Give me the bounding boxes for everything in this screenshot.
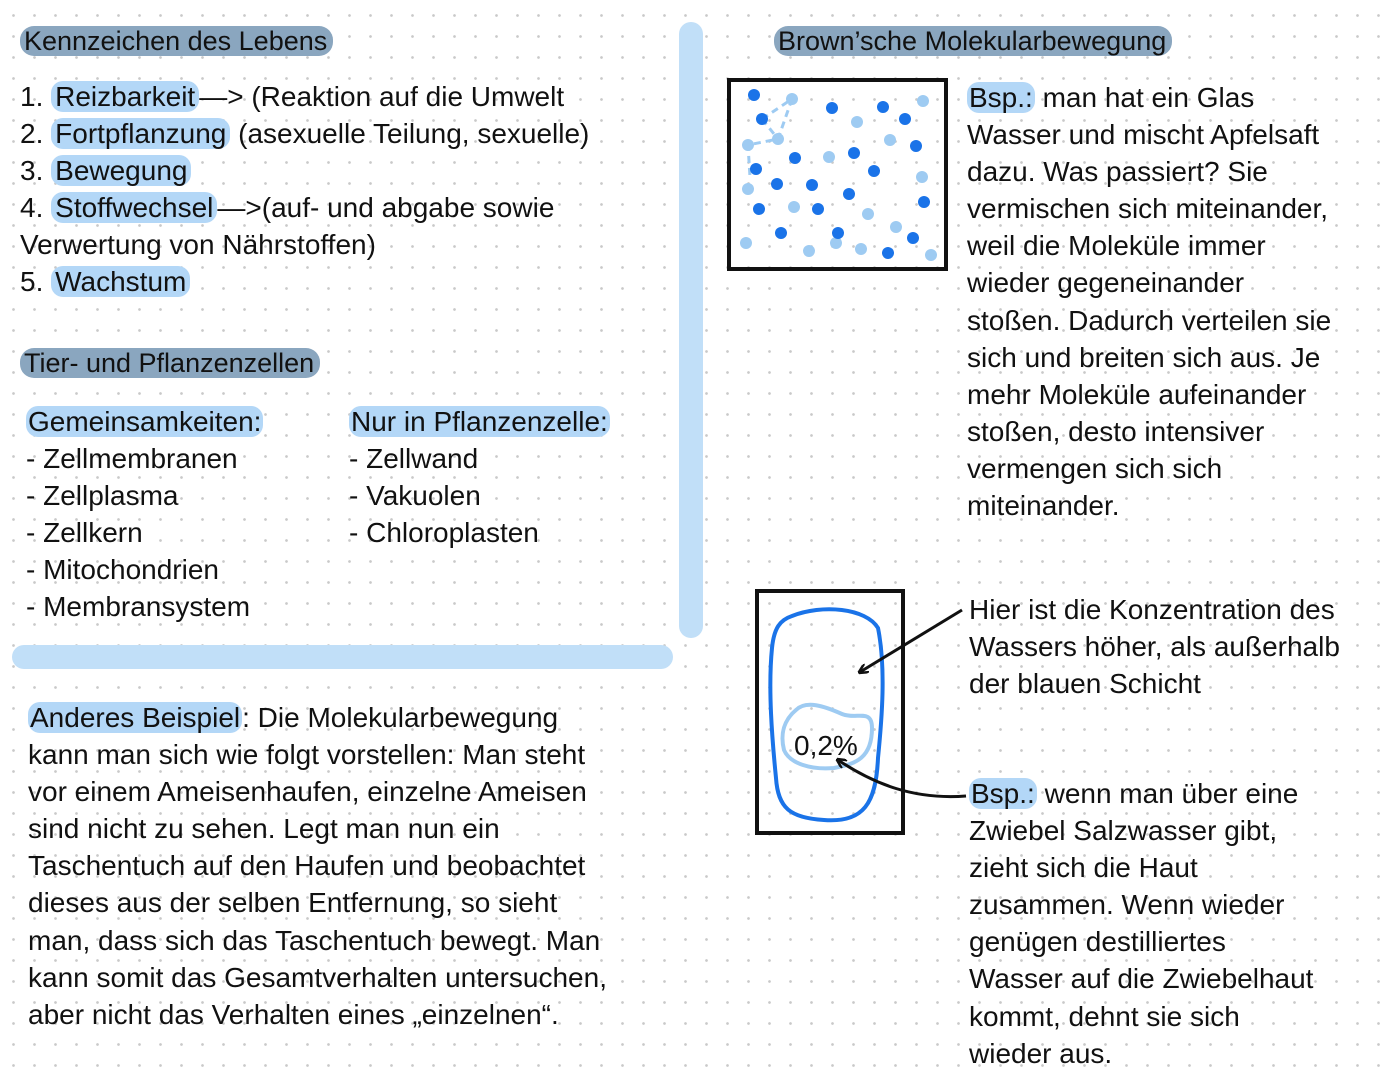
list-item: - Membransystem	[26, 591, 251, 622]
plant-only-features	[349, 403, 610, 551]
common-features	[26, 403, 263, 625]
molecules-dark	[748, 89, 930, 259]
list-item: 2. Fortpflanzung (asexuelle Teilung, sexuelle)	[20, 118, 590, 149]
term-highlight: Stoffwechsel	[51, 192, 217, 223]
term-highlight: Fortpflanzung	[51, 118, 230, 149]
arrow-to-cell-interior	[860, 610, 962, 672]
onion-example-paragraph: Bsp.: wenn man über eine Zwiebel Salzwasser gibt, zieht sich die Haut zusammen. Wenn wieder genügen destilliertes Wasser auf die Zwiebelhaut kommt, dehnt sie sich wieder aus.	[969, 778, 1314, 1069]
list-item: 3. Bewegung	[20, 152, 589, 189]
list-item-continuation: Verwertung von Nährstoffen)	[20, 229, 376, 260]
list-item: - Zellwand	[349, 443, 479, 474]
bsp-label: Bsp.:	[971, 778, 1035, 809]
heading-kennzeichen: Kennzeichen des Lebens	[20, 26, 333, 56]
term-highlight: Bewegung	[51, 155, 191, 186]
horizontal-divider	[12, 645, 673, 669]
list-item: 5. Wachstum	[20, 263, 589, 300]
molecule-glass-diagram	[726, 77, 950, 273]
term-highlight: Reizbarkeit	[51, 81, 199, 112]
list-item: - Vakuolen	[349, 480, 481, 511]
list-item: - Zellkern	[26, 517, 143, 548]
kennzeichen-list	[20, 78, 589, 300]
heading-brown: Brown’sche Molekularbewegung	[774, 26, 1172, 56]
brown-example-paragraph: Bsp.: man hat ein Glas Wasser und mischt Apfelsaft dazu. Was passiert? Sie vermischen sich miteinander, weil die Moleküle immer wieder gegeneinander stoßen. Dadurch verteilen sie sich und breiten sich aus. Je mehr Moleküle aufeinander stoßen, desto intensiver vermengen sich sich miteinander.	[967, 82, 1332, 522]
concentration-note: Hier ist die Konzentration des Wassers höher, als außerhalb der blauen Schicht	[969, 594, 1340, 700]
plant-title: Nur in Pflanzenzelle:	[351, 406, 608, 437]
common-title: Gemeinsamkeiten:	[28, 406, 262, 437]
heading-zellen: Tier- und Pflanzenzellen	[20, 348, 320, 378]
list-item: - Mitochondrien	[26, 554, 219, 585]
concentration-label: 0,2%	[794, 730, 858, 761]
anderes-beispiel-paragraph: Anderes Beispiel: Die Molekularbewegung kann man sich wie folgt vorstellen: Man steht vor einem Ameisenhaufen, einzelne Ameisen sind nicht zu sehen. Legt man nun ein Taschentuch auf den Haufen und beobachtet dieses aus der selben Entfernung, so sieht man, dass sich das Taschentuch bewegt. Man kann somit das Gesamtverhalten untersuchen, aber nicht das Verhalten eines „einzelnen“.	[28, 702, 607, 1030]
vertical-divider	[679, 22, 703, 638]
list-item: - Chloroplasten	[349, 517, 539, 548]
list-item: 4. Stoffwechsel —>(auf- und abgabe sowie	[20, 192, 555, 223]
list-item: - Zellmembranen	[26, 443, 238, 474]
bsp-label: Bsp.:	[969, 82, 1033, 113]
list-item: - Zellplasma	[26, 480, 179, 511]
term-highlight: Wachstum	[51, 266, 190, 297]
list-item: 1. Reizbarkeit —> (Reaktion auf die Umwelt	[20, 81, 565, 112]
anderes-label: Anderes Beispiel	[30, 702, 241, 733]
